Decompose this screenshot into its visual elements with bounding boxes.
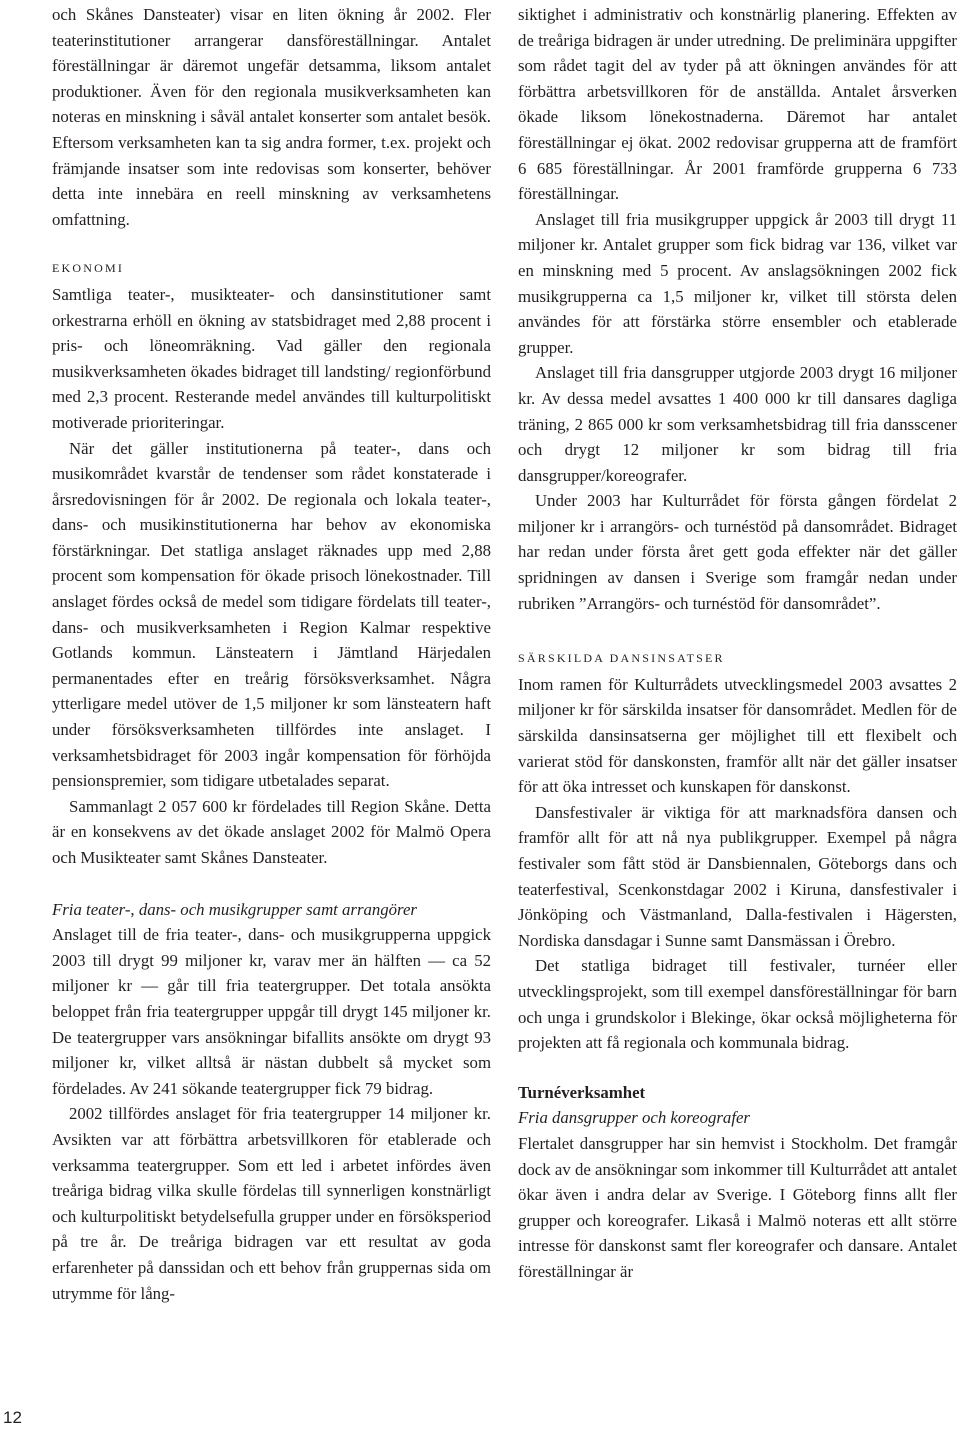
- turne-paragraph-1: Flertalet dansgrupper har sin hemvist i Stockholm. Det framgår dock av de ansökningar som inkommer till Kulturrådet att antalet ökar även i andra delar av Sverige. I Göteborg finns allt fler grupper och koreografer. Likaså i Malmö noteras ett allt större intresse för danskonst samt fler koreografer och dansare. Antalet föreställningar är: [518, 1133, 957, 1281]
- ekonomi-paragraph-3: Sammanlagt 2 057 600 kr fördelades till Region Skåne. Detta är en konsekvens av det ökade anslaget 2002 för Malmö Opera och Musikteater samt Skånes Dansteater.: [52, 796, 491, 867]
- fria-dansgrupper-subheading: Fria dansgrupper och koreografer: [518, 1108, 750, 1128]
- sarskilda-paragraph-3: Det statliga bidraget till festivaler, turnéer eller utvecklingsprojekt, som till exempel dansföreställningar för barn och unga i grundskolor i Blekinge, ökar också möjligheterna för projekten att få regionala och kommunala bidrag.: [518, 956, 957, 1053]
- right-paragraph-4: Under 2003 har Kulturrådet för första gången fördelat 2 miljoner kr i arrangörs- och turnéstöd på dansområdet. Bidraget har redan under första året gett goda effekter när det gäller spridningen av dansen i Sverige som framgår nedan under rubriken ”Arrangörs- och turnéstöd för dansområdet”.: [518, 491, 957, 613]
- right-column: [518, 2, 957, 1285]
- fria-grupper-heading: Fria teater-, dans- och musikgrupper samt arrangörer: [52, 899, 417, 919]
- sarskilda-dansinsatser-heading: SÄRSKILDA DANSINSATSER: [518, 651, 725, 666]
- ekonomi-paragraph-1: Samtliga teater-, musikteater- och dansinstitutioner samt orkestrarna erhöll en ökning av statsbidraget med 2,88 procent i pris- och löneomräkning. Vad gäller den regionala musikverksamheten ökades bidraget till landsting/ regionförbund med 2,3 procent. Resterande medel användes till kulturpolitiskt motiverade prioriteringar.: [52, 284, 491, 432]
- left-column: [52, 2, 491, 1306]
- ekonomi-heading: EKONOMI: [52, 261, 125, 276]
- intro-paragraph: och Skånes Dansteater) visar en liten ökning år 2002. Fler teaterinstitutioner arrangerar dansföreställningar. Antalet föreställningar är däremot ungefär detsamma, liksom antalet produktioner. Även för den regionala musikverksamheten kan noteras en minskning i såväl antalet konserter som antalet besök. Eftersom verksamheten kan ta sig andra former, t.ex. projekt och främjande insatser som inte redovisas som konserter, behöver detta inte innebära en reell minskning av verksamhetens omfattning.: [52, 5, 491, 229]
- turneverksamhet-heading: Turnéverksamhet: [518, 1082, 646, 1102]
- page-number: 12: [3, 1408, 22, 1427]
- right-paragraph-1: siktighet i administrativ och konstnärlig planering. Effekten av de treåriga bidragen är under utredning. De preliminära uppgifter som rådet tagit del av tyder på att ökningen användes för att förbättra arbetsvillkoren för de anställda. Antalet årsverken ökade liksom lönekostnaderna. Däremot har antalet föreställningar ej ökat. 2002 redovisar grupperna att de framfört 6 685 föreställningar. År 2001 framförde grupperna 6 733 föreställningar.: [518, 5, 957, 204]
- right-paragraph-2: Anslaget till fria musikgrupper uppgick år 2003 till drygt 11 miljoner kr. Antalet grupper som fick bidrag var 136, vilket var en minskning med 5 procent. Av anslagsökningen 2002 fick musikgrupperna ca 1,5 miljoner kr, vilket till största delen användes för att förstärka större ensembler och etablerade grupper.: [518, 209, 957, 357]
- right-paragraph-3: Anslaget till fria dansgrupper utgjorde 2003 drygt 16 miljoner kr. Av dessa medel avsattes 1 400 000 kr till dansares dagliga träning, 2 865 000 kr som verksamhetsbidrag till fria dansscener och drygt 12 miljoner kr som bidrag till fria dansgrupper/koreografer.: [518, 363, 957, 485]
- sarskilda-paragraph-1: Inom ramen för Kulturrådets utvecklingsmedel 2003 avsattes 2 miljoner kr för särskilda insatser för dansområdet. Medlen för de särskilda dansinsatserna ger möjlighet till ett flexibelt och varierat stöd för danskonsten, framför allt när det gäller insatser för att öka intresset och kunskapen för danskonst.: [518, 674, 957, 797]
- ekonomi-paragraph-2: När det gäller institutionerna på teater-, dans och musikområdet kvarstår de tendenser som rådet konstaterade i årsredovisningen för år 2002. De regionala och lokala teater-, dans- och musikinstitutionerna har behov av ekonomiska förstärkningar. Det statliga anslaget räknades upp med 2,88 procent som kompensation för ökade prisoch lönekostnader. Till anslaget fördes också de medel som tidigare fördelats till teater-, dans- och musikverksamheten i Region Kalmar respektive Gotlands kommun. Länsteatern i Jämtland Härjedalen permanentades efter en treårig försöksverksamhet. Några ytterligare medel utöver de 1,5 miljoner kr som länsteatern haft under försöksverksamheten tillfördes inte anslaget. I verksamhetsbidraget för 2003 ingår kompensation för förhöjda pensionspremier, som tidigare utbetalades separat.: [52, 438, 491, 791]
- fria-paragraph-2: 2002 tillfördes anslaget för fria teatergrupper 14 miljoner kr. Avsikten var att förbättra arbetsvillkoren för etablerade och verksamma teatergrupper. Som ett led i arbetet infördes även treåriga bidrag vilka skulle fördelas till synnerligen konstnärligt och kulturpolitiskt betydelsefulla grupper under en försöksperiod på tre år. De treåriga bidragen var ett resultat av goda erfarenheter på danssidan och ett behov från gruppernas sida om utrymme för lång-: [52, 1104, 491, 1303]
- fria-paragraph-1: Anslaget till de fria teater-, dans- och musikgrupperna uppgick 2003 till drygt 99 miljoner kr, varav mer än hälften — ca 52 miljoner kr — går till fria teatergrupper. Det totala ansökta beloppet från fria teatergrupper uppgår till drygt 145 miljoner kr. De teatergrupper vars ansökningar bifallits ansökte om drygt 93 miljoner kr, vilket alltså är nästan dubbelt så mycket som fördelades. Av 241 sökande teatergrupper fick 79 bidrag.: [52, 925, 491, 1098]
- sarskilda-paragraph-2: Dansfestivaler är viktiga för att marknadsföra dansen och framför allt för att nå nya publikgrupper. Exempel på några festivaler som fått stöd är Dansbiennalen, Göteborgs dans och teaterfestival, Scenkonstdagar 2002 i Kiruna, dansfestivaler i Jönköping och Västmanland, Dalla-festivalen i Hägersten, Nordiska dansdagar i Sunne samt Dansmässan i Örebro.: [518, 802, 957, 950]
